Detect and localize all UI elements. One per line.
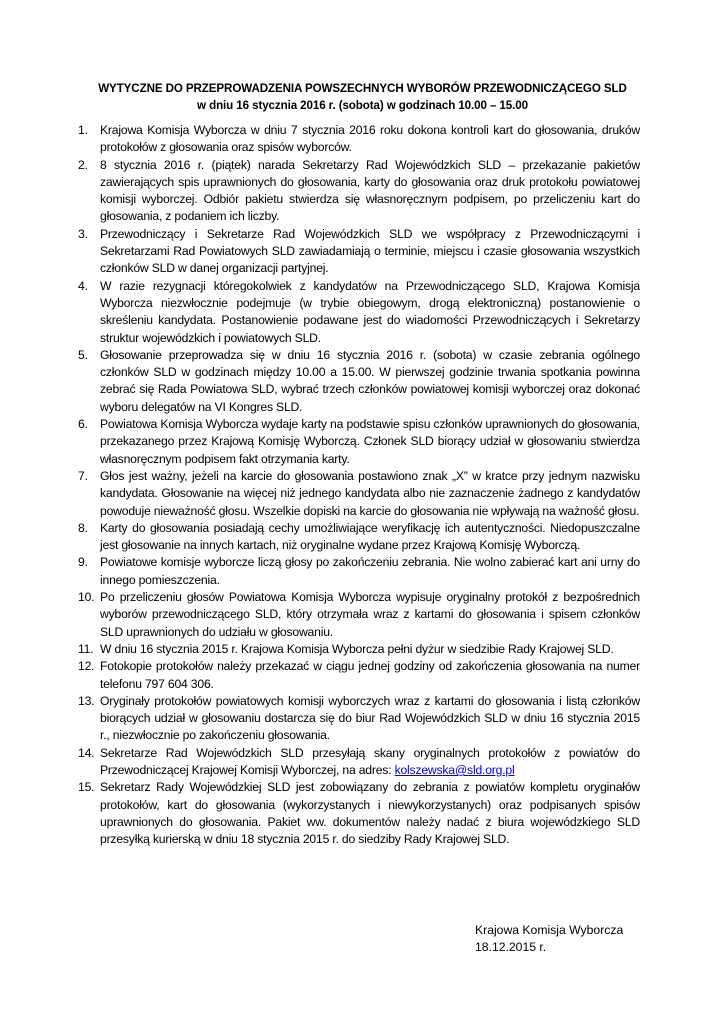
list-item — [78, 226, 640, 278]
item-number: 5. — [78, 347, 88, 362]
list-item — [78, 468, 640, 520]
list-item — [78, 589, 640, 641]
list-item — [78, 520, 640, 555]
list-item — [78, 157, 640, 226]
item-number: 8. — [78, 520, 88, 535]
item-text: Krajowa Komisja Wyborcza w dniu 7 stycznia 2016 roku dokona kontroli kart do głosowania, druków protokołów z głosowania oraz spisów wyborców. — [100, 123, 640, 155]
item-text: 8 stycznia 2016 r. (piątek) narada Sekretarzy Rad Wojewódzkich SLD – przekazanie pakietów zawierających spis uprawnionych do głosowania, karty do głosowania oraz druk protokołu powiatowej komisji wyborczej. Odbiór pakietu stwierdza się własnoręcznym podpisem, po przeliczeniu kart do głosowania, z podaniem ich liczby. — [100, 157, 640, 224]
item-number: 2. — [78, 157, 88, 172]
item-number: 13. — [78, 693, 95, 708]
signature-block — [475, 922, 623, 957]
signature-date: 18.12.2015 r. — [475, 940, 547, 955]
item-number: 15. — [78, 780, 95, 795]
list-item — [78, 347, 640, 416]
item-number: 4. — [78, 278, 88, 293]
list-item — [78, 693, 640, 745]
item-number: 11. — [78, 641, 94, 656]
item-number: 3. — [78, 226, 88, 241]
list-item — [78, 658, 640, 693]
item-text: Sekretarz Rady Wojewódzkiej SLD jest zobowiązany do zebrania z powiatów kompletu oryginałów protokołów, kart do głosowania (wykorzystanych i niewykorzystanych) oraz podpisanych spisów uprawnionych do głosowania. Pakiet ww. dokumentów należy nadać z biura wojewódzkiego SLD przesyłką kurierską w dniu 18 stycznia 2015 r. do siedziby Rady Krajowej SLD. — [100, 780, 640, 847]
item-text: W dniu 16 stycznia 2015 r. Krajowa Komisja Wyborcza pełni dyżur w siedzibie Rady Krajowej SLD. — [100, 641, 614, 656]
item-number: 9. — [78, 555, 88, 570]
list-item — [78, 278, 640, 347]
item-text: Fotokopie protokołów należy przekazać w ciągu jednej godziny od zakończenia głosowania na numer telefonu 797 604 306. — [100, 659, 640, 691]
item-number: 14. — [78, 745, 95, 760]
list-item — [78, 779, 640, 848]
item-text: Powiatowe komisje wyborcze liczą głosy po zakończeniu zebrania. Nie wolno zabierać kart ani urny do innego pomieszczenia. — [100, 555, 640, 587]
email-link[interactable]: kolszewska@sld.org.pl — [394, 762, 515, 777]
item-text: Głosowanie przeprowadza się w dniu 16 stycznia 2016 r. (sobota) w czasie zebrania ogólnego członków SLD w godzinach między 10.00 a 15.00. W pierwszej godzinie trwania spotkania powinna zebrać się Rada Powiatowa SLD, wybrać trzech członków powiatowej komisji wyborczej oraz dokonać wyboru delegatów na VI Kongres SLD. — [100, 347, 640, 414]
item-number: 7. — [78, 468, 88, 483]
item-text: Głos jest ważny, jeżeli na karcie do głosowania postawiono znak „X” w kratce przy jednym nazwisku kandydata. Głosowanie na więcej niż jednego kandydata albo nie zaznaczenie żadnego z kandydatów powoduje nieważność głosu. Wszelkie dopiski na karcie do głosowania nie wpływają na ważność głosu. — [100, 468, 640, 518]
title-line-2: w dniu 16 stycznia 2016 r. (sobota) w godzinach 10.00 – 15.00 — [197, 99, 528, 112]
item-number: 12. — [78, 659, 95, 674]
list-item — [78, 416, 640, 468]
item-number: 1. — [78, 123, 88, 137]
item-text: Sekretarze Rad Wojewódzkich SLD przesyłają skany oryginalnych protokołów z powiatów do Przewodniczącej Krajowej Komisji Wyborczej, na adres: — [100, 745, 640, 777]
document-title — [60, 80, 665, 114]
item-number: 6. — [78, 417, 88, 432]
list-item — [78, 554, 640, 589]
item-number: 10. — [78, 590, 95, 605]
list-item — [78, 641, 640, 658]
item-text: Karty do głosowania posiadają cechy umożliwiające weryfikację ich autentyczności. Niedopuszczalne jest głosowanie na innych kartach, niż oryginalne wydane przez Krajową Komisję Wyborczą. — [100, 520, 640, 553]
item-text: Powiatowa Komisja Wyborcza wydaje karty na podstawie spisu członków uprawnionych do głosowania, przekazanego przez Krajową Komisję Wyborczą. Członek SLD biorący udział w głosowaniu stwierdza własnoręcznym podpisem fakt otrzymania karty. — [100, 417, 640, 466]
signature-name: Krajowa Komisja Wyborcza — [475, 923, 624, 937]
item-text: Przewodniczący i Sekretarze Rad Wojewódzkich SLD we współpracy z Przewodniczącymi i Sekretarzami Rad Powiatowych SLD zawiadamiają o terminie, miejscu i czasie głosowania wszystkich członków SLD w danej organizacji partyjnej. — [100, 226, 640, 276]
title-line-1: WYTYCZNE DO PRZEPROWADZENIA POWSZECHNYCH WYBORÓW PRZEWODNICZĄCEGO SLD — [98, 82, 627, 95]
list-item — [78, 122, 640, 157]
guidelines-list — [78, 122, 640, 848]
item-text: Po przeliczeniu głosów Powiatowa Komisja Wyborcza wypisuje oryginalny protokół z bezpośrednich wyborów przewodniczącego SLD, który otrzymała wraz z kartami do głosowania i spisem członków SLD uprawnionych do udziału w głosowaniu. — [100, 590, 640, 639]
item-text: W razie rezygnacji któregokolwiek z kandydatów na Przewodniczącego SLD, Krajowa Komisja Wyborcza niezwłocznie podejmuje (w trybie obiegowym, drogą elektroniczną) postanowienie o skreśleniu kandydata. Postanowienie podawane jest do wiadomości Przewodniczących i Sekretarzy struktur wojewódzkich i powiatowych SLD. — [100, 278, 640, 345]
list-item — [78, 745, 640, 780]
item-text: Oryginały protokołów powiatowych komisji wyborczych wraz z kartami do głosowania i listą członków biorących udział w głosowaniu dostarcza się do biur Rad Wojewódzkich SLD w dniu 16 stycznia 2015 r., niezwłocznie po zakończeniu głosowania. — [100, 693, 640, 743]
